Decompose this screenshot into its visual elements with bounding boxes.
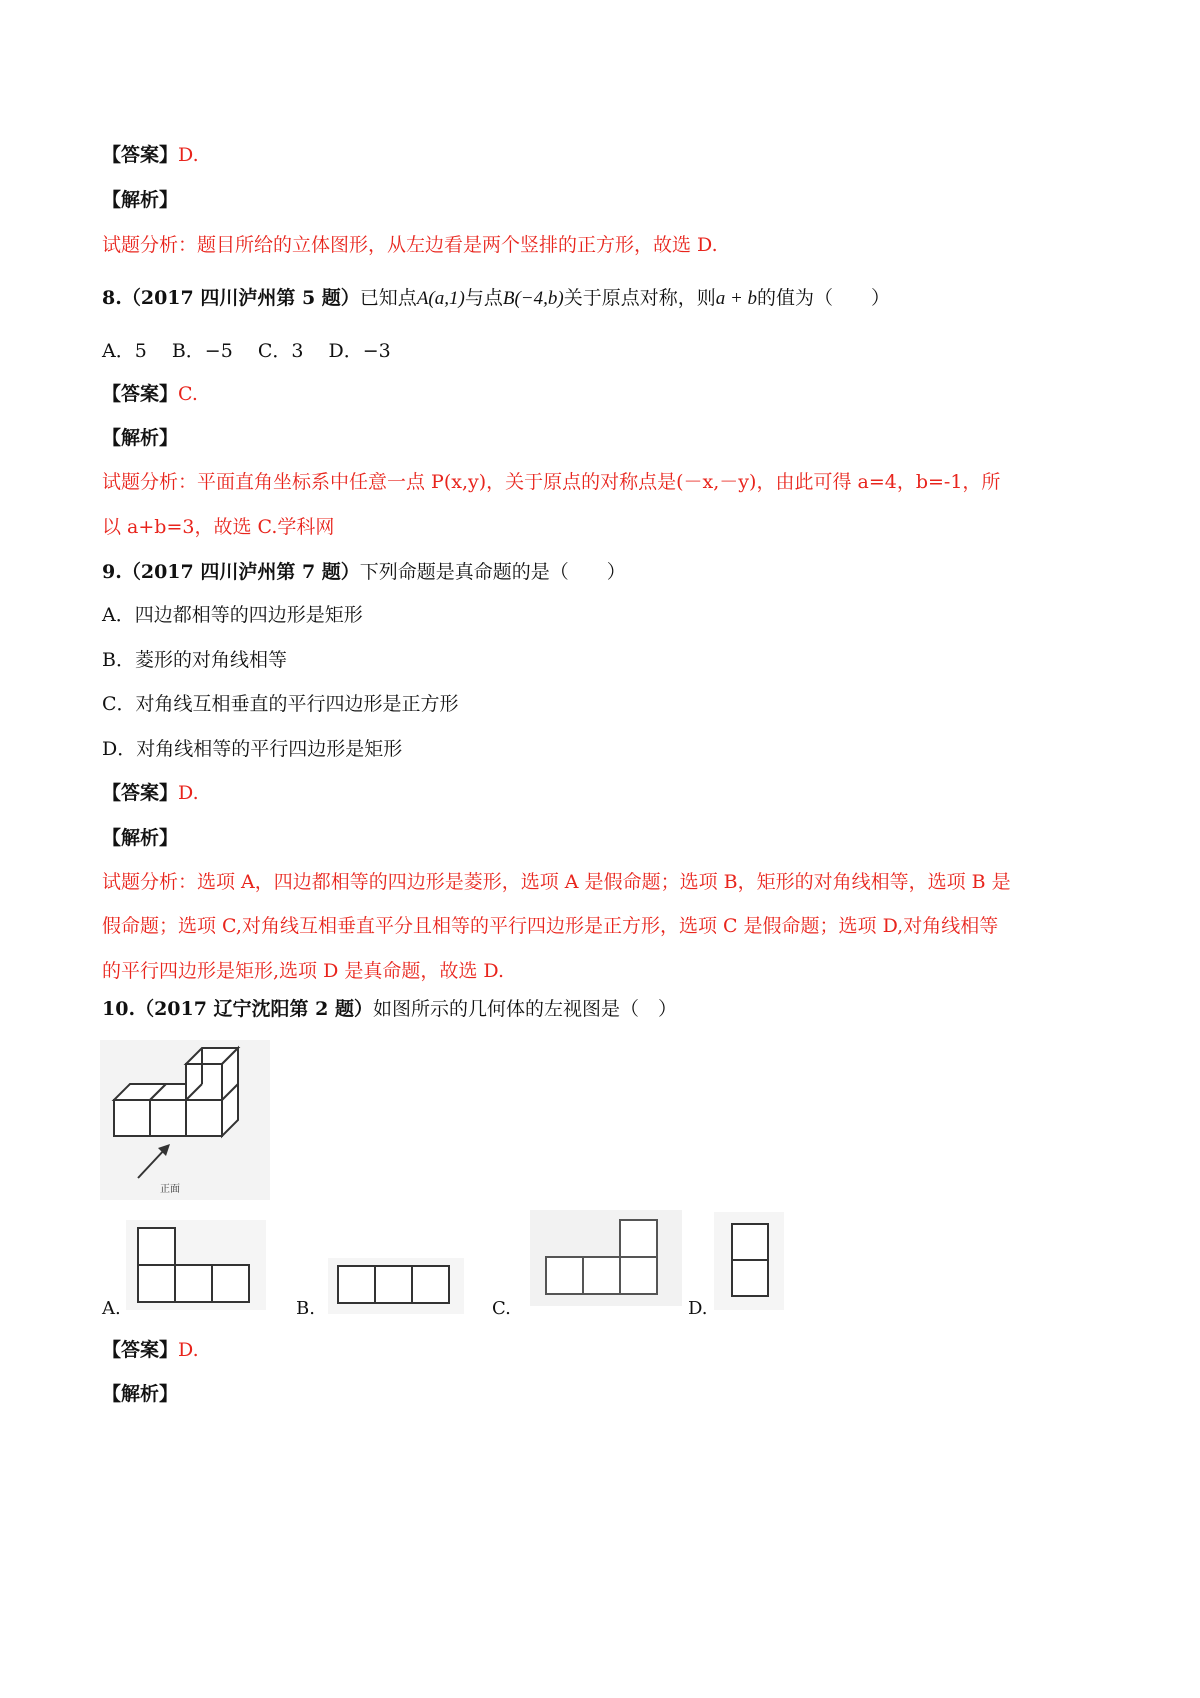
question-source: （2017 辽宁沈阳第 2 题） [135,998,374,1020]
q10-stem [102,996,677,1022]
q9-analysis-line3: 的平行四边形是矩形,选项 D 是真命题，故选 D. [102,960,504,982]
answer-value: D. [178,1339,199,1361]
question-number: 9. [102,561,122,583]
q10-analysis-tag: 【解析】 [102,1383,179,1405]
q10-answer [102,1337,199,1363]
q9-analysis-tag: 【解析】 [102,827,179,849]
question-number: 10. [102,998,136,1020]
answer-value: D. [178,144,199,166]
q9-analysis-line2: 假命题；选项 C,对角线互相垂直平分且相等的平行四边形是正方形，选项 C 是假命题；选项 D,对角线相等 [102,915,999,937]
q10-option-c-figure[interactable] [530,1210,682,1306]
q9-analysis-line1: 试题分析：选项 A，四边都相等的四边形是菱形，选项 A 是假命题；选项 B，矩形的对角线相等，选项 B 是 [102,871,1011,893]
answer-tag: 【答案】 [102,144,179,166]
q10-option-d-figure[interactable] [714,1212,784,1310]
q7-analysis-tag: 【解析】 [102,189,179,211]
q9-option-b: B．菱形的对角线相等 [102,649,287,671]
stem-text: 的值为（ ） [757,287,891,309]
q9-option-a: A．四边都相等的四边形是矩形 [102,604,363,626]
q10-option-a-label: A. [102,1298,121,1319]
q8-analysis-line2: 以 a+b=3，故选 C.学科网 [102,516,335,538]
q8-answer [102,381,198,407]
q10-option-b-label: B. [296,1298,315,1319]
q10-option-d-label: D. [688,1298,708,1319]
q8-analysis-tag: 【解析】 [102,427,179,449]
q9-stem [102,559,626,585]
question-source: （2017 四川泸州第 7 题） [121,561,360,583]
q8-analysis-line1: 试题分析：平面直角坐标系中任意一点 P(x,y)，关于原点的对称点是(－x,－y)，由此可得 a=4，b=-1，所 [102,471,1001,493]
answer-tag: 【答案】 [102,383,179,405]
q8-options: A．5 B．−5 C．3 D．−3 [102,340,391,362]
q9-answer [102,780,199,806]
q7-answer [102,142,199,168]
figure-caption: 正面 [160,1184,180,1195]
expression: a + b [715,288,758,309]
q7-analysis-text: 试题分析：题目所给的立体图形，从左边看是两个竖排的正方形，故选 D. [102,234,718,256]
q10-option-b-figure[interactable] [328,1258,464,1314]
stem-text: 如图所示的几何体的左视图是（ ） [373,998,678,1020]
question-source: （2017 四川泸州第 5 题） [121,287,360,309]
question-number: 8. [102,287,122,309]
point-b: B(−4,b) [502,288,564,309]
answer-tag: 【答案】 [102,1339,179,1361]
answer-value: D. [178,782,199,804]
stem-text: 关于原点对称，则 [563,287,716,309]
point-a: A(a,1) [416,288,465,309]
answer-value: C. [178,383,198,405]
q10-option-a-figure[interactable] [126,1220,266,1310]
q10-option-c-label: C. [492,1298,511,1319]
q8-stem [102,285,890,312]
solid-figure [100,1040,270,1200]
answer-tag: 【答案】 [102,782,179,804]
stem-text: 与点 [464,287,503,309]
q9-option-d: D．对角线相等的平行四边形是矩形 [102,738,403,760]
stem-text: 已知点 [359,287,417,309]
stem-text: 下列命题是真命题的是（ ） [359,561,626,583]
q9-option-c: C．对角线互相垂直的平行四边形是正方形 [102,693,459,715]
